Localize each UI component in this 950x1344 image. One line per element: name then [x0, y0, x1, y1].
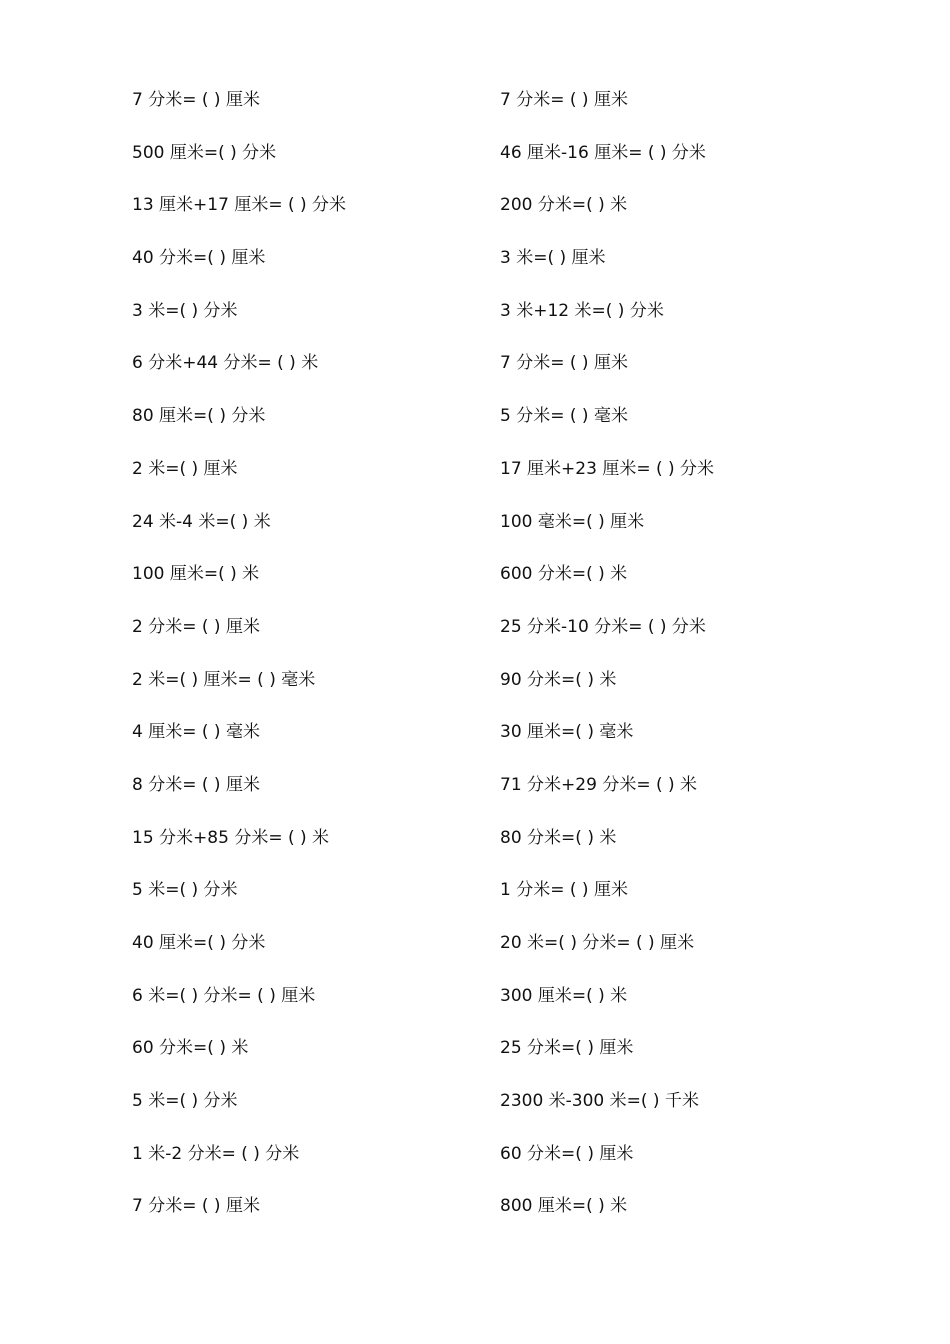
problem-text: 8 分米= ( ) 厘米: [132, 774, 260, 795]
problem-text: 25 分米=( ) 厘米: [500, 1038, 634, 1059]
problem-row: [500, 74, 860, 127]
problem-row: [132, 443, 492, 496]
problem-row: [500, 337, 860, 390]
problem-row: [132, 1022, 492, 1075]
problem-row: [132, 917, 492, 970]
problem-row: [132, 232, 492, 285]
problem-text: 600 分米=( ) 米: [500, 564, 628, 585]
problem-text: 500 厘米=( ) 分米: [132, 142, 277, 163]
problem-row: [132, 179, 492, 232]
problem-text: 6 分米+44 分米= ( ) 米: [132, 353, 319, 374]
problem-text: 71 分米+29 分米= ( ) 米: [500, 774, 698, 795]
problem-row: [500, 285, 860, 338]
problem-text: 80 分米=( ) 米: [500, 827, 617, 848]
problem-row: [132, 548, 492, 601]
problem-row: [132, 654, 492, 707]
problem-text: 1 分米= ( ) 厘米: [500, 880, 628, 901]
problem-text: 7 分米= ( ) 厘米: [500, 353, 628, 374]
problem-row: [500, 706, 860, 759]
problem-row: [500, 496, 860, 549]
problem-row: [500, 1128, 860, 1181]
problem-text: 2 分米= ( ) 厘米: [132, 616, 260, 637]
problem-text: 5 米=( ) 分米: [132, 880, 238, 901]
problem-row: [500, 232, 860, 285]
problem-row: [500, 812, 860, 865]
problem-row: [500, 548, 860, 601]
problem-row: [132, 759, 492, 812]
problem-text: 5 米=( ) 分米: [132, 1091, 238, 1112]
problem-row: [132, 1075, 492, 1128]
problem-text: 7 分米= ( ) 厘米: [132, 1196, 260, 1217]
problem-row: [132, 1128, 492, 1181]
problem-text: 30 厘米=( ) 毫米: [500, 722, 634, 743]
problem-text: 2300 米-300 米=( ) 千米: [500, 1091, 699, 1112]
problem-text: 46 厘米-16 厘米= ( ) 分米: [500, 142, 706, 163]
problem-text: 17 厘米+23 厘米= ( ) 分米: [500, 458, 715, 479]
problem-row: [132, 970, 492, 1023]
problem-text: 100 毫米=( ) 厘米: [500, 511, 645, 532]
problem-text: 20 米=( ) 分米= ( ) 厘米: [500, 933, 695, 953]
problem-text: 25 分米-10 分米= ( ) 分米: [500, 616, 706, 637]
problem-row: [132, 706, 492, 759]
problem-row: [500, 864, 860, 917]
problem-row: [500, 601, 860, 654]
problem-row: [500, 443, 860, 496]
problem-text: 100 厘米=( ) 米: [132, 564, 260, 585]
problem-text: 90 分米=( ) 米: [500, 669, 617, 690]
problem-text: 3 米=( ) 分米: [132, 300, 238, 321]
problem-text: 60 分米=( ) 米: [132, 1038, 249, 1059]
problem-row: [500, 970, 860, 1023]
right-column: [500, 74, 860, 1233]
problem-row: [500, 1075, 860, 1128]
problem-text: 3 米+12 米=( ) 分米: [500, 300, 664, 321]
problem-text: 5 分米= ( ) 毫米: [500, 406, 628, 427]
problem-text: 13 厘米+17 厘米= ( ) 分米: [132, 195, 347, 216]
problem-text: 60 分米=( ) 厘米: [500, 1143, 634, 1164]
problem-row: [500, 654, 860, 707]
problem-row: [500, 127, 860, 180]
problem-row: [500, 390, 860, 443]
problem-row: [132, 390, 492, 443]
problem-row: [132, 285, 492, 338]
problem-text: 200 分米=( ) 米: [500, 195, 628, 216]
problem-text: 1 米-2 分米= ( ) 分米: [132, 1143, 300, 1164]
problem-text: 4 厘米= ( ) 毫米: [132, 722, 260, 743]
problem-text: 7 分米= ( ) 厘米: [132, 90, 260, 110]
problem-row: [132, 74, 492, 127]
problem-text: 6 米=( ) 分米= ( ) 厘米: [132, 985, 316, 1006]
problem-text: 40 厘米=( ) 分米: [132, 933, 266, 953]
left-column: [132, 74, 492, 1233]
problem-row: [500, 179, 860, 232]
problem-text: 3 米=( ) 厘米: [500, 248, 606, 269]
problem-text: 40 分米=( ) 厘米: [132, 248, 266, 269]
problem-row: [132, 812, 492, 865]
problem-row: [132, 601, 492, 654]
problem-text: 24 米-4 米=( ) 米: [132, 511, 271, 532]
problem-text: 80 厘米=( ) 分米: [132, 406, 266, 427]
problem-text: 7 分米= ( ) 厘米: [500, 90, 628, 110]
problem-text: 2 米=( ) 厘米: [132, 458, 238, 479]
problem-row: [132, 337, 492, 390]
problem-text: 300 厘米=( ) 米: [500, 985, 628, 1006]
problem-text: 15 分米+85 分米= ( ) 米: [132, 827, 330, 848]
problem-row: [500, 917, 860, 970]
problem-row: [500, 1180, 860, 1233]
problem-row: [132, 127, 492, 180]
problem-row: [132, 864, 492, 917]
problem-text: 800 厘米=( ) 米: [500, 1196, 628, 1217]
problem-row: [132, 1180, 492, 1233]
problem-row: [132, 496, 492, 549]
problem-row: [500, 1022, 860, 1075]
problem-text: 2 米=( ) 厘米= ( ) 毫米: [132, 669, 316, 690]
problem-row: [500, 759, 860, 812]
